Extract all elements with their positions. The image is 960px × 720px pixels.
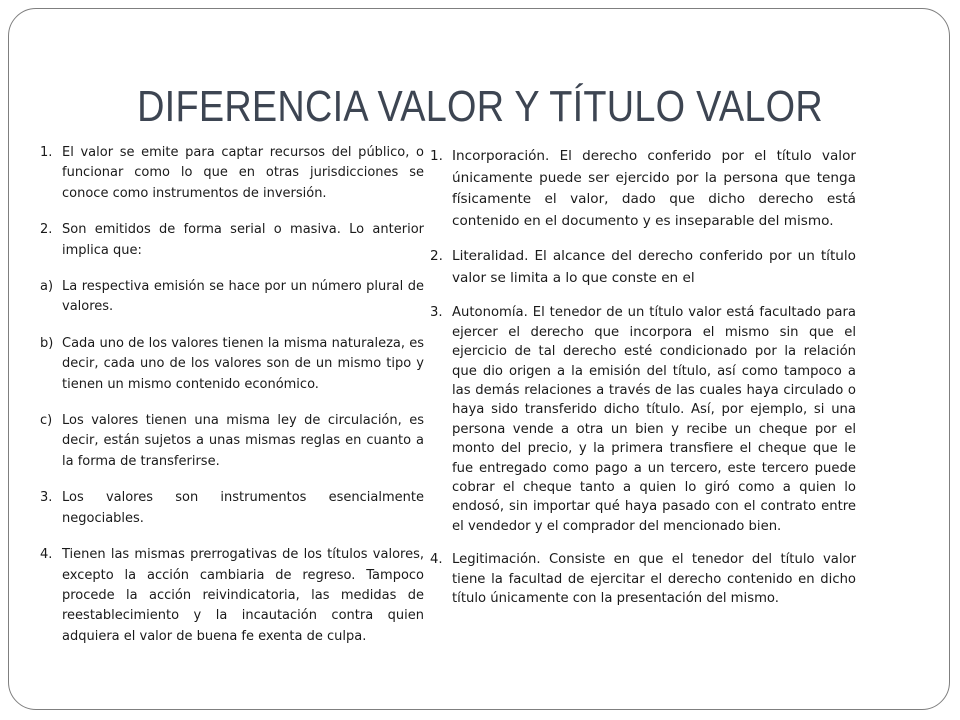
item-number: a): [40, 279, 54, 295]
item-text: Los valores son instrumentos esencialmente negociables.: [62, 490, 424, 526]
item-number: 1.: [40, 145, 53, 160]
valor-column: [40, 143, 424, 663]
item-number: 3.: [430, 305, 443, 321]
item-text: Incorporación. El derecho conferido por el título valor únicamente puede ser ejercido por la persona que tenga físicamente el valor, dado que dicho derecho está contenido en el documento y es inseparable del mismo.: [452, 148, 856, 229]
item-number: 3.: [40, 490, 53, 506]
item-text: Los valores tienen una misma ley de circulación, es decir, están sujetos a unas mismas reglas en cuanto a la forma de transferirse.: [62, 413, 424, 469]
item-number: 4.: [40, 547, 53, 563]
item-text: El valor se emite para captar recursos del público, o funcionar como lo que en otras jurisdicciones se conoce como instrumentos de inversión.: [62, 145, 424, 201]
item-text: Literalidad. El alcance del derecho conferido por un título valor se limita a lo que conste en el: [452, 248, 856, 286]
list-item: [40, 545, 424, 647]
list-item: [430, 303, 856, 536]
list-item: [40, 277, 424, 318]
item-number: 4.: [430, 552, 443, 568]
list-item: [40, 143, 424, 204]
item-number: 2.: [40, 222, 53, 238]
item-number: c): [40, 413, 53, 429]
list-item: [430, 550, 856, 608]
list-item: [40, 488, 424, 529]
list-item: [40, 411, 424, 472]
item-number: 1.: [430, 148, 443, 164]
slide-title: DIFERENCIA VALOR Y TÍTULO VALOR: [137, 82, 823, 131]
titulo-valor-column: [430, 146, 856, 622]
list-item: [40, 334, 424, 395]
item-text: Autonomía. El tenedor de un título valor está facultado para ejercer el derecho que incorpora el mismo sin que el ejercicio de tal derecho esté condicionado por la relación que dio origen a la emisión del título, así como tampoco a las demás relaciones a través de las cuales haya circulado o haya sido transferido dicho título. Así, por ejemplo, si una persona vende a otra un bien y recibe un cheque por el monto del precio, y la primera transfiere el cheque que le fue entregado como pago a un tercero, este tercero puede cobrar el cheque tanto a quien lo giró como a quien lo endosó, sin importar qué haya pasado con el contrato entre el vendedor y el comprador del mencionado bien.: [452, 305, 856, 534]
list-item: [40, 220, 424, 261]
list-item: [430, 246, 856, 289]
item-text: Tienen las mismas prerrogativas de los títulos valores, excepto la acción cambiaria de regreso. Tampoco procede la acción reivindicatoria, las medidas de reestablecimiento y la incautación contra quien adquiera el valor de buena fe exenta de culpa.: [62, 547, 424, 644]
item-number: 2.: [430, 248, 443, 265]
item-number: b): [40, 335, 54, 351]
list-item: [430, 146, 856, 232]
item-text: Son emitidos de forma serial o masiva. Lo anterior implica que:: [62, 222, 424, 258]
item-text: Cada uno de los valores tienen la misma naturaleza, es decir, cada uno de los valores son de un mismo tipo y tienen un mismo contenido económico.: [62, 335, 424, 392]
item-text: Legitimación. Consiste en que el tenedor del título valor tiene la facultad de ejercitar el derecho contenido en dicho título únicamente con la presentación del mismo.: [452, 552, 856, 607]
item-text: La respectiva emisión se hace por un número plural de valores.: [62, 279, 424, 315]
